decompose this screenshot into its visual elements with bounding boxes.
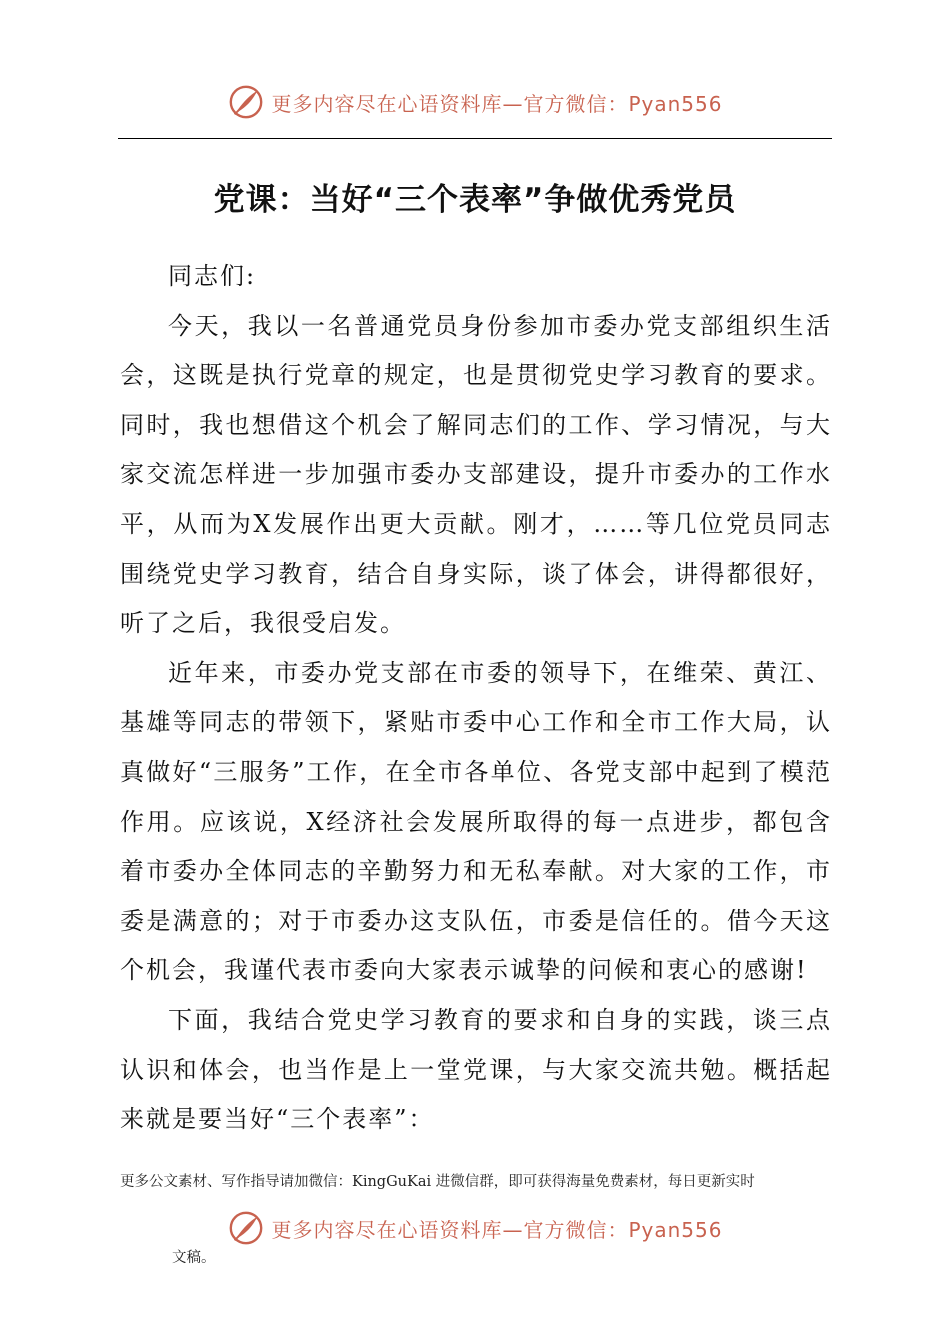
watermark-text: 更多内容尽在心语资料库—官方微信：Pyan556 (271, 1217, 723, 1242)
footer-note-tail: 文稿。 (172, 1250, 216, 1266)
document-body (120, 252, 832, 1145)
quill-logo-icon (227, 1209, 265, 1247)
document-title: 党课：当好“三个表率”争做优秀党员 (213, 182, 737, 218)
watermark-footer (0, 1208, 950, 1248)
paragraph: 今天，我以一名普通党员身份参加市委办党支部组织生活会，这既是执行党章的规定，也是贯彻党史学习教育的要求。同时，我也想借这个机会了解同志们的工作、学习情况，与大家交流怎样进一步加强市委办支部建设，提升市委办的工作水平，从而为X发展作出更大贡献。刚才，……等几位党员同志围绕党史学习教育，结合自身实际，谈了体会，讲得都很好，听了之后，我很受启发。 (120, 311, 832, 638)
watermark-text: 更多内容尽在心语资料库—官方微信：Pyan556 (271, 91, 723, 116)
header-divider (118, 138, 832, 139)
quill-logo-icon (227, 83, 265, 121)
paragraph: 近年来，市委办党支部在市委的领导下，在维荣、黄江、基雄等同志的带领下，紧贴市委中心工作和全市工作大局，认真做好“三服务”工作，在全市各单位、各党支部中起到了模范作用。应该说，X经济社会发展所取得的每一点进步，都包含着市委办全体同志的辛勤努力和无私奉献。对大家的工作，市委是满意的；对于市委办这支队伍，市委是信任的。借今天这个机会，我谨代表市委向大家表示诚挚的问候和衷心的感谢! (120, 658, 832, 985)
footer-note: 更多公文素材、写作指导请加微信：KingGuKai 进微信群，即可获得海量免费素材，每日更新实时 (120, 1174, 755, 1190)
greeting: 同志们: (168, 262, 257, 290)
watermark-header (0, 82, 950, 122)
paragraph: 下面，我结合党史学习教育的要求和自身的实践，谈三点认识和体会，也当作是上一堂党课，与大家交流共勉。概括起来就是要当好“三个表率”： (120, 1005, 832, 1134)
